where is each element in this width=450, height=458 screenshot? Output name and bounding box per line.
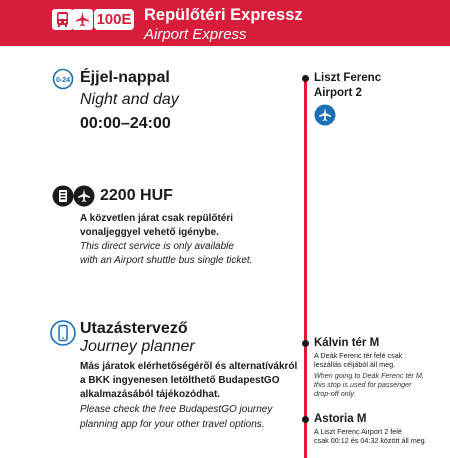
stop-note-en-3: drop-off only.: [314, 389, 356, 398]
ticket-icon: [52, 185, 74, 212]
stop-marker: [302, 340, 309, 347]
operating-hours: 00:00–24:00: [80, 115, 171, 132]
hours-title-en: Night and day: [80, 91, 179, 108]
stop-name-kalvin: Kálvin tér M: [314, 337, 380, 349]
stop-note-astoria-1: A Liszt Ferenc Airport 2 felé: [314, 427, 402, 436]
stop-name-astoria: Astoria M: [314, 413, 367, 425]
ticket-price: 2200 HUF: [100, 187, 173, 204]
stop-note-en-1: When going to Deák Ferenc tér M,: [314, 371, 424, 380]
clock-icon-label: 0-24: [55, 77, 71, 84]
stop-marker: [302, 416, 309, 423]
hours-title-hu: Éjjel-nappal: [80, 69, 170, 86]
planner-desc-hu-1: Más járatok elérhetőségéről és alternatívákról: [80, 361, 298, 372]
stop-marker: [302, 75, 309, 82]
planner-desc-hu-2: a BKK ingyenesen letölthető BudapestGO: [80, 375, 280, 386]
route-line: [304, 78, 307, 458]
planner-title-hu: Utazástervező: [80, 320, 188, 337]
planner-desc-en-1: Please check the free BudapestGO journey: [80, 404, 273, 415]
clock-24h-icon: [52, 68, 74, 95]
route-header: [0, 0, 450, 46]
stop-note-astoria-2: csak 00:12 és 04:32 között áll meg.: [314, 436, 427, 445]
stop-name-airport-line1: Liszt Ferenc: [314, 72, 382, 84]
planner-desc-hu-3: alkalmazásából tájékozódhat.: [80, 389, 221, 400]
route-number-badge: 100E: [94, 9, 134, 30]
smartphone-icon: [50, 320, 76, 351]
price-desc-en-1: This direct service is only available: [80, 241, 234, 252]
price-desc-hu-1: A közvetlen járat csak repülőtéri: [80, 213, 234, 224]
planner-desc-en-2: planning app for your other travel options.: [80, 419, 265, 430]
planner-title-en: Journey planner: [80, 338, 195, 355]
bus-icon: [52, 9, 73, 30]
route-title-hu: Repülőtéri Expressz: [144, 6, 303, 24]
airplane-icon: [314, 104, 336, 131]
price-desc-en-2: with an Airport shuttle bus single ticket.: [80, 255, 253, 266]
stop-note-hu-2: leszállás céljából áll meg.: [314, 360, 396, 369]
airplane-icon: [73, 185, 95, 212]
stop-note-en-2: this stop is used for passenger: [314, 380, 412, 389]
airplane-icon: [72, 9, 93, 30]
stop-note-hu-1: A Deák Ferenc tér felé csak: [314, 351, 403, 360]
stop-name-airport-line2: Airport 2: [314, 87, 362, 99]
route-title-en: Airport Express: [144, 26, 247, 43]
price-desc-hu-2: vonaljeggyel vehető igénybe.: [80, 227, 219, 238]
